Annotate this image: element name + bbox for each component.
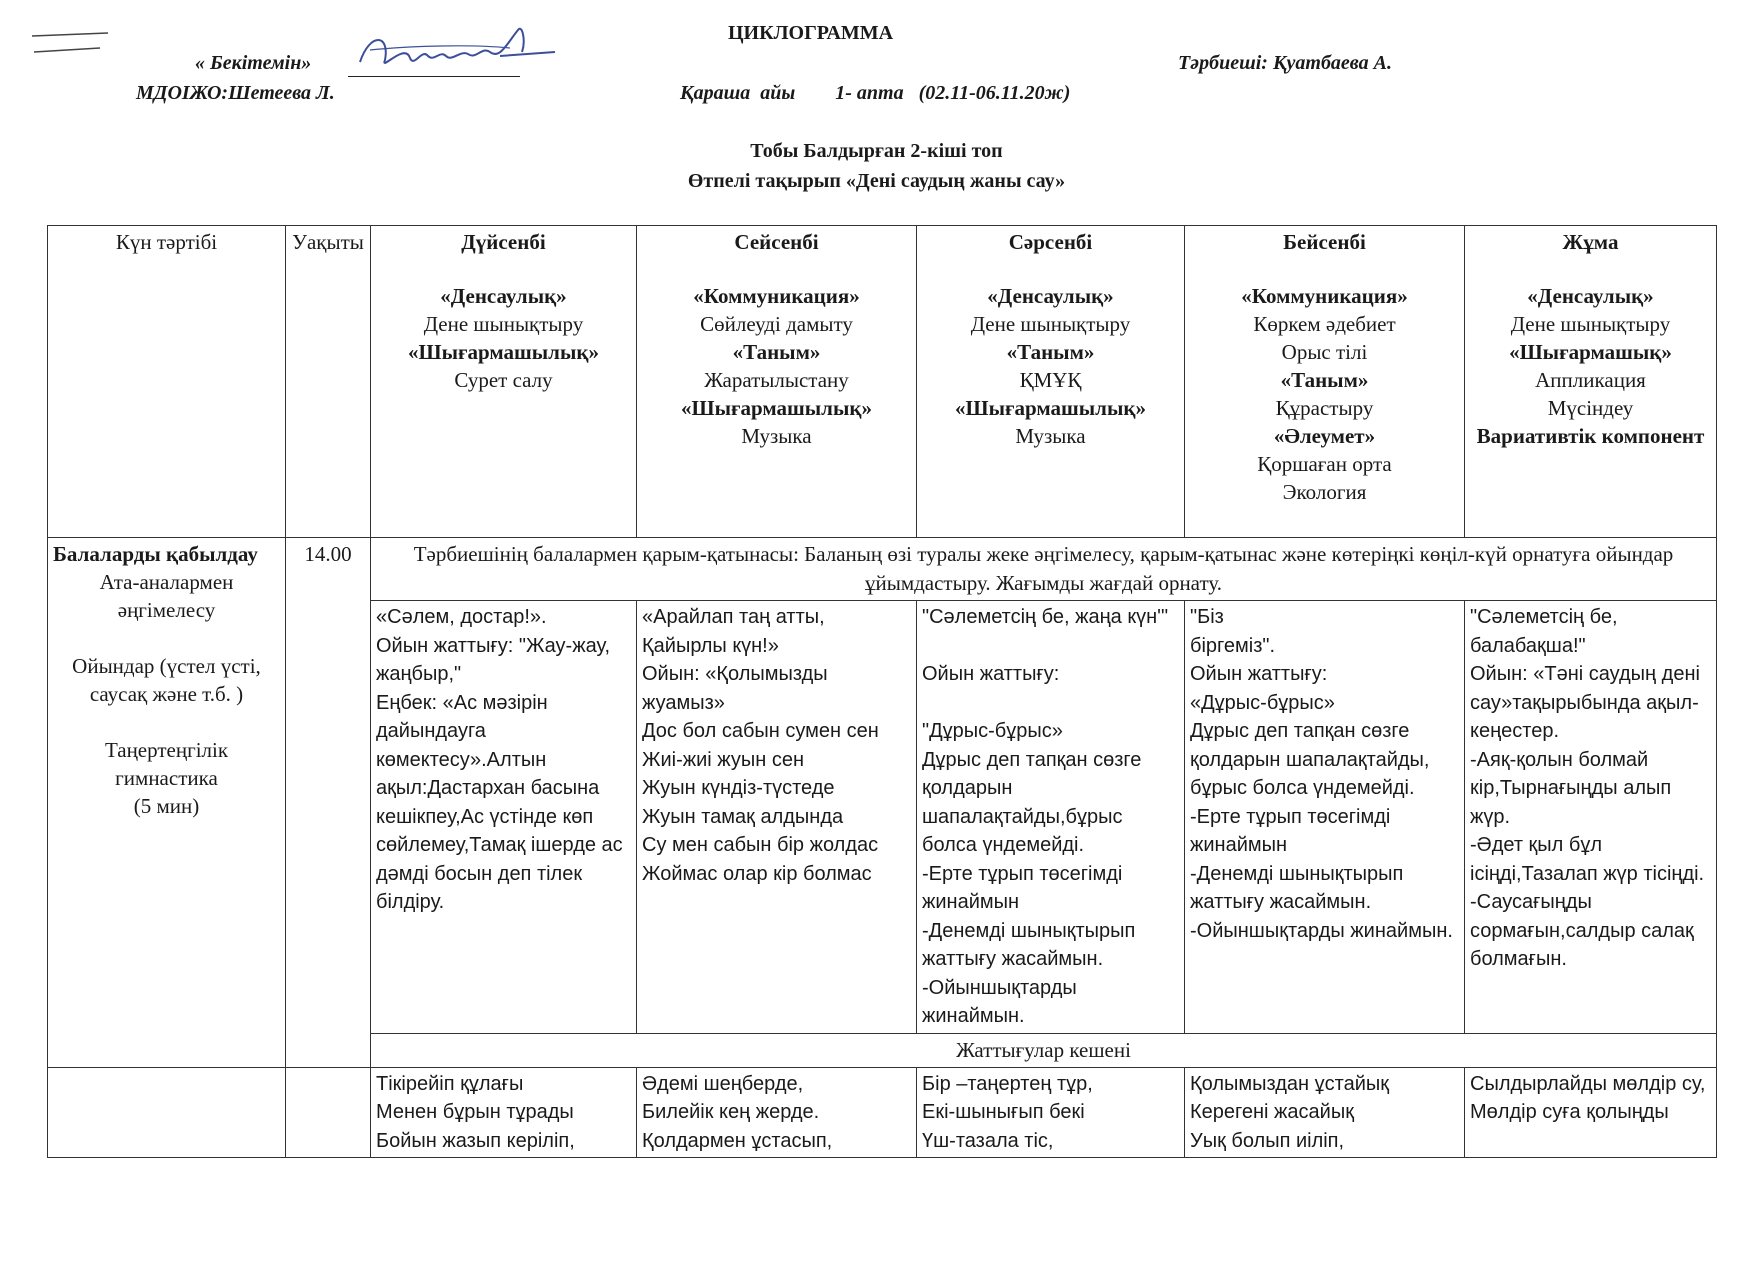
- activity-line: -Әдет қыл бұл ісіңді,Тазалап жүр тісіңді.: [1470, 834, 1705, 885]
- subject-area: «Әлеумет»: [1273, 424, 1376, 448]
- subject-name: Аппликация: [1535, 368, 1646, 392]
- subject-area: «Шығармашық»: [1509, 340, 1672, 364]
- routine-column-header: Күн тәртібі: [48, 226, 286, 538]
- subject-area: «Таным»: [732, 340, 821, 364]
- activity-line: Еңбек: «Ас мәзірін дайындауга көмектесу».Алтын ақыл:Дастархан басына кешікпеу,Ас үстінде көп сөйлемеу,Тамақ ішерде ас дәмді босын деп тілек білдіру.: [376, 691, 623, 913]
- subject-area: «Таным»: [1280, 368, 1369, 392]
- exercise-line: Екі-шынығып бекі: [922, 1101, 1085, 1123]
- subject-area: «Шығармашылық»: [681, 396, 872, 420]
- activity-line: -Ерте тұрып төсегімді жинаймын: [922, 862, 1123, 913]
- activity-line: Ойын жаттығу: "Жау-жау, жаңбыр,": [376, 634, 611, 685]
- transitional-theme: Өтпелі тақырып «Дені саудың жаны сау»: [687, 170, 1066, 192]
- activity-line: "Сәлеметсің бе, жаңа күн'": [922, 606, 1169, 628]
- exercise-line: Билейік кең жерде.: [642, 1101, 820, 1123]
- routine-line: Таңертеңгілік гимнастика: [104, 738, 229, 790]
- reception-title: Балаларды қабылдау: [53, 542, 258, 566]
- subject-area: «Таным»: [1006, 340, 1095, 364]
- header-row: [48, 226, 1717, 538]
- subject-name: Сөйлеуді дамыту: [700, 312, 853, 336]
- page-title: ЦИКЛОГРАММА: [728, 22, 894, 44]
- exercise-line: Керегені жасайық: [1190, 1101, 1354, 1123]
- subject-name: Көркем әдебиет: [1253, 312, 1396, 336]
- activity-line: "Дұрыс-бұрыс»: [922, 720, 1063, 742]
- exercise-line: Қолымыздан ұстайық: [1190, 1072, 1389, 1095]
- subject-name: ҚМҰҚ: [1019, 368, 1082, 392]
- reception-time: 14.00: [286, 538, 371, 1068]
- spacer: [53, 708, 280, 736]
- subject-area: «Шығармашылық»: [408, 340, 599, 364]
- exercise-thursday: [1185, 1067, 1465, 1158]
- subject-name: Сурет салу: [454, 368, 553, 392]
- activity-line: -Ойыншықтарды жинаймын.: [1190, 919, 1453, 942]
- routine-line: Ойындар (үстел үсті, саусақ және т.б. ): [72, 654, 261, 706]
- day-header-monday: [371, 226, 637, 538]
- exercise-monday: [371, 1067, 637, 1158]
- exercise-wednesday: [917, 1067, 1185, 1158]
- exercise-line: Тікірейіп құлағы: [376, 1072, 524, 1095]
- corner-pen-marks: [30, 28, 110, 68]
- activity-line: біргеміз".: [1190, 634, 1276, 657]
- day-name: Бейсенбі: [1283, 230, 1366, 254]
- activity-line: «Сәлем, достар!».: [376, 606, 547, 628]
- day-name: Дүйсенбі: [461, 230, 546, 254]
- exercise-row: [48, 1067, 1717, 1158]
- exercise-line: Бойын жазып керіліп,: [376, 1129, 575, 1152]
- activity-monday: [371, 601, 637, 1034]
- activity-wednesday: [917, 601, 1185, 1034]
- spacer: [53, 624, 280, 652]
- activity-line: -Ойыншықтарды жинаймын.: [922, 976, 1077, 1027]
- exercise-line: Әдемі шеңберде,: [642, 1072, 804, 1095]
- activity-line: Ойын жаттығу:: [922, 663, 1060, 685]
- subject-name: Дене шынықтыру: [423, 312, 584, 336]
- activity-line: Ойын: «Қолымызды жуамыз»: [642, 663, 828, 714]
- activity-line: -Денемді шынықтырып жаттығу жасаймын.: [922, 919, 1136, 970]
- group-name: Тобы Балдырған 2-кіші топ: [750, 140, 1003, 162]
- routine-line: (5 мин): [133, 794, 200, 818]
- activity-line: Жуын тамақ алдында: [642, 805, 844, 828]
- exercise-line: Сылдырлайды мөлдір су,: [1470, 1072, 1706, 1095]
- subject-name: Құрастыру: [1275, 396, 1374, 420]
- exercise-friday: [1465, 1067, 1717, 1158]
- subject-name: Музыка: [741, 424, 812, 448]
- subject-name: Орыс тілі: [1281, 340, 1368, 364]
- reception-routine-cell: [48, 538, 286, 1068]
- activity-line: -Ерте тұрып төсегімді жинаймын: [1190, 805, 1391, 856]
- activity-line: Дұрыс деп тапқан сөзге қолдарын шапалақтайды,бұрыс болса үндемейді.: [922, 748, 1142, 856]
- reception-summary: Тәрбиешінің балалармен қарым-қатынасы: Баланың өзі туралы жеке әңгімелесу, қарым-қатынас және көтеріңкі көңіл-күй орнатуға ойындар ұйымдастыру. Жағымды жағдай орнату.: [371, 538, 1717, 601]
- activity-line: Дос бол сабын сумен сен: [642, 720, 879, 742]
- subject-name: Музыка: [1015, 424, 1086, 448]
- day-header-tuesday: [637, 226, 917, 538]
- subject-area: «Коммуникация»: [1241, 284, 1408, 308]
- activity-line: Жоймас олар кір болмас: [642, 862, 872, 885]
- exercise-complex-header: Жаттығулар кешені: [371, 1033, 1717, 1067]
- day-name: Жұма: [1562, 230, 1619, 254]
- activity-line: Ойын: «Тәні саудың дені сау»тақырыбында ақыл-кеңестер.: [1470, 663, 1700, 742]
- signature-image: [350, 22, 560, 80]
- subject-area: «Денсаулық»: [440, 284, 567, 308]
- subject-area: «Шығармашылық»: [955, 396, 1146, 420]
- subject-name: Қоршаған орта: [1257, 452, 1392, 476]
- educator-name: Тәрбиеші: Қуатбаева А.: [1178, 52, 1392, 74]
- activity-line: -Аяқ-қолын болмай кір,Тырнағыңды алып жүр.: [1470, 748, 1672, 828]
- subject-area: «Денсаулық»: [1527, 284, 1654, 308]
- approve-label: « Бекітемін»: [195, 52, 312, 74]
- reception-routine-lines: [53, 568, 280, 820]
- time-column-header: Уақыты: [286, 226, 371, 538]
- day-header-friday: [1465, 226, 1717, 538]
- activity-tuesday: [637, 601, 917, 1034]
- day-header-thursday: [1185, 226, 1465, 538]
- exercise-line: Уық болып иіліп,: [1190, 1129, 1345, 1152]
- exercise-line: Қолдармен ұстасып,: [642, 1129, 833, 1152]
- activity-line: Дұрыс деп тапқан сөзге қолдарын шапалақтайды, бұрыс болса үндемейді.: [1190, 720, 1430, 799]
- subject-name: Мүсіндеу: [1547, 396, 1634, 420]
- reception-summary-row: [48, 538, 1717, 601]
- subject-name: Дене шынықтыру: [1510, 312, 1671, 336]
- subject-name: Экология: [1282, 480, 1367, 504]
- exercise-line: Мөлдір суға қолыңды: [1470, 1101, 1669, 1123]
- subject-area: Вариативтік компонент: [1476, 424, 1705, 448]
- activity-thursday: [1185, 601, 1465, 1034]
- subject-area: «Денсаулық»: [987, 284, 1114, 308]
- exercise-line: Бір –таңертең тұр,: [922, 1072, 1093, 1095]
- day-header-wednesday: [917, 226, 1185, 538]
- routine-line: Ата-аналармен әңгімелесу: [99, 570, 234, 622]
- exercise-tuesday: [637, 1067, 917, 1158]
- activity-line: "Біз: [1190, 606, 1224, 628]
- activity-line: "Сәлеметсің бе, балабақша!": [1470, 606, 1618, 657]
- exercise-line: Үш-тазала тіс,: [922, 1129, 1054, 1152]
- exercise-routine-cell: [48, 1067, 286, 1158]
- day-name: Сейсенбі: [734, 230, 819, 254]
- director-name: МДОІЖО:Шетеева Л.: [136, 82, 335, 104]
- activity-line: -Саусағыңды сормағын,салдыр салақ болмағын.: [1470, 891, 1694, 970]
- activity-line: [922, 689, 1179, 718]
- activity-line: [922, 632, 1179, 661]
- day-name: Сәрсенбі: [1008, 230, 1093, 254]
- activity-line: Ойын жаттығу:: [1190, 663, 1328, 685]
- subject-area: «Коммуникация»: [693, 284, 860, 308]
- period: Қараша айы 1- апта (02.11-06.11.20ж): [680, 82, 1071, 104]
- cyclogram-table: [47, 225, 1717, 1158]
- exercise-time-cell: [286, 1067, 371, 1158]
- activity-friday: [1465, 601, 1717, 1034]
- activity-line: -Денемді шынықтырып жаттығу жасаймын.: [1190, 862, 1404, 913]
- exercise-line: Менен бұрын тұрады: [376, 1101, 574, 1123]
- activity-line: Жуын күндіз-түстеде: [642, 777, 835, 799]
- activity-line: «Арайлап таң атты, Қайырлы күн!»: [642, 606, 825, 657]
- activity-line: Жиі-жиі жуын сен: [642, 748, 805, 771]
- activity-line: «Дұрыс-бұрыс»: [1190, 691, 1335, 714]
- subject-name: Жаратылыстану: [704, 368, 849, 392]
- activity-line: Су мен сабын бір жолдас: [642, 834, 879, 856]
- subject-name: Дене шынықтыру: [970, 312, 1131, 336]
